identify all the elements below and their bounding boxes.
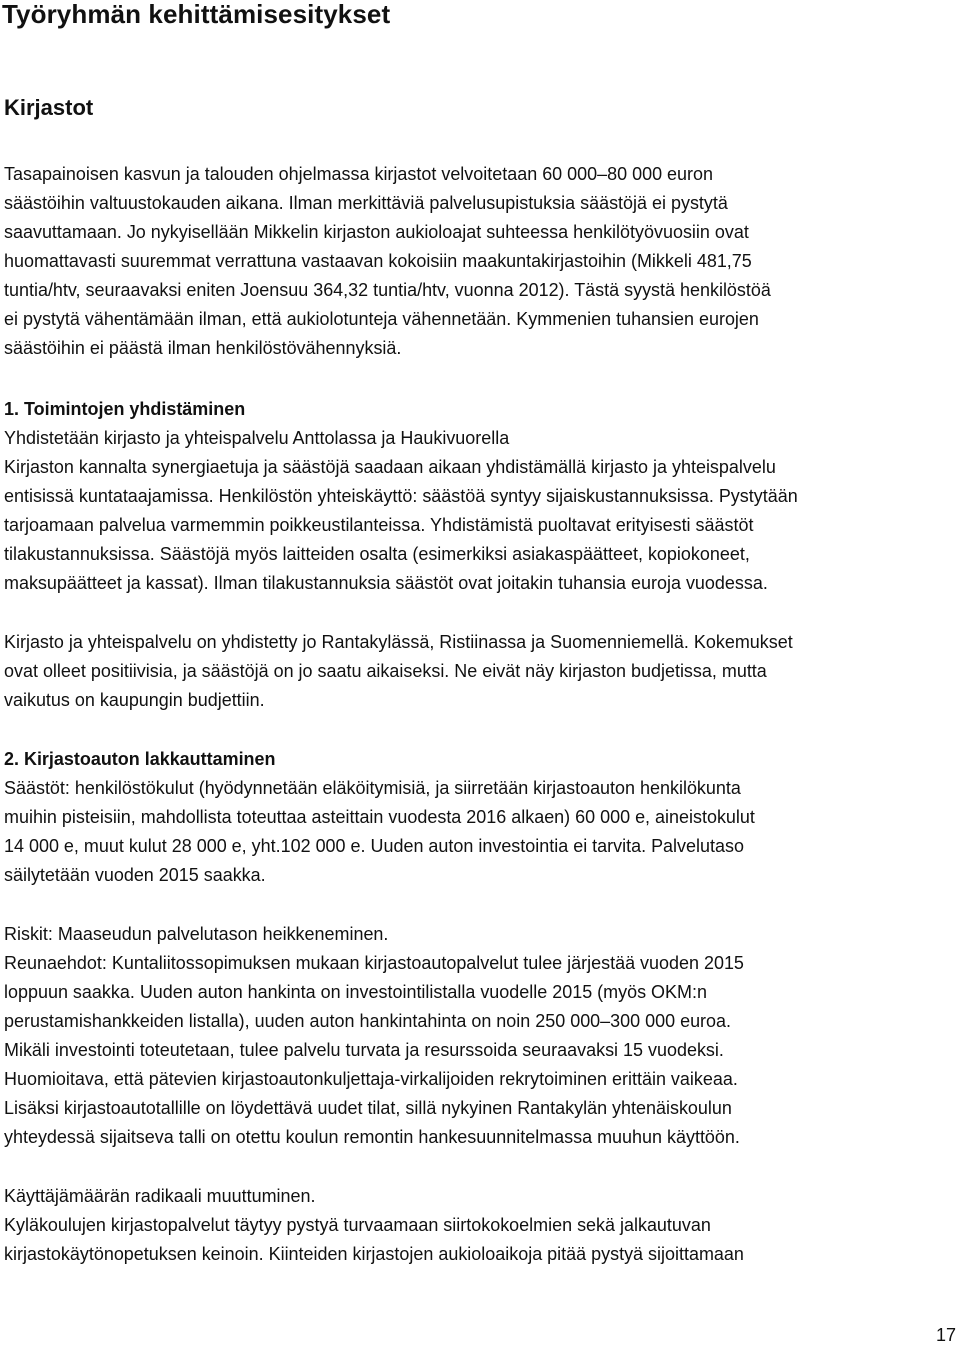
intro-line: säästöihin valtuustokauden aikana. Ilman merkittäviä palvelusupistuksia säästöjä ei pystytä (4, 193, 728, 213)
section-1-line: entisissä kuntataajamissa. Henkilöstön yhteiskäyttö: säästöä syntyy sijaiskustannuksissa. Pystytään (4, 486, 798, 506)
section-1-line: vaikutus on kaupungin budjettiin. (4, 690, 265, 710)
section-1-line: ovat olleet positiivisia, ja säästöjä on jo saatu aikaiseksi. Ne eivät näy kirjaston budjetissa, mutta (4, 661, 767, 681)
risks-line: yhteydessä sijaitseva talli on otettu koulun remontin hankesuunnitelmassa muuhun käyttöön. (4, 1127, 740, 1147)
intro-line: saavuttamaan. Jo nykyisellään Mikkelin kirjaston aukioloajat suhteessa henkilötyövuosiin ovat (4, 222, 749, 242)
section-1-line: tarjoamaan palvelua varmemmin poikkeustilanteissa. Yhdistämistä puoltavat erityisesti säästöt (4, 515, 754, 535)
section-1-line: Kirjaston kannalta synergiaetuja ja säästöjä saadaan aikaan yhdistämällä kirjasto ja yhteispalvelu (4, 457, 776, 477)
section-1 (4, 395, 956, 598)
section-2-savings-line: muihin pisteisiin, mahdollista toteuttaa asteittain vuodesta 2016 alkaen) 60 000 e, aineistokulut (4, 807, 755, 827)
section-1-subheading: Yhdistetään kirjasto ja yhteispalvelu Anttolassa ja Haukivuorella (4, 428, 510, 448)
section-1-paragraph-2 (4, 628, 956, 715)
risks-line: perustamishankkeiden listalla), uuden auton hankintahinta on noin 250 000–300 000 euroa. (4, 1011, 732, 1031)
section-2-savings-line: Säästöt: henkilöstökulut (hyödynnetään eläköitymisiä, ja siirretään kirjastoauton henkilökunta (4, 778, 741, 798)
intro-line: Tasapainoisen kasvun ja talouden ohjelmassa kirjastot velvoitetaan 60 000–80 000 euron (4, 164, 713, 184)
risks-line: Mikäli investointi toteutetaan, tulee palvelu turvata ja resurssoida seuraavaksi 15 vuodeksi. (4, 1040, 724, 1060)
intro-line: tuntia/htv, seuraavaksi eniten Joensuu 364,32 tuntia/htv, vuonna 2012). Tästä syystä henkilöstöä (4, 280, 771, 300)
section-1-heading: 1. Toimintojen yhdistäminen (4, 399, 246, 419)
intro-line: ei pystytä vähentämään ilman, että aukiolotunteja vähennetään. Kymmenien tuhansien eurojen (4, 309, 759, 329)
section-1-line: tilakustannuksissa. Säästöjä myös laitteiden osalta (esimerkiksi asiakaspäätteet, kopiokoneet, (4, 544, 750, 564)
section-2 (4, 745, 956, 890)
risks-line: loppuun saakka. Uuden auton hankinta on investointilistalla vuodelle 2015 (myös OKM:n (4, 982, 707, 1002)
section-2-savings-line: säilytetään vuoden 2015 saakka. (4, 865, 266, 885)
risks-line: Riskit: Maaseudun palvelutason heikkeneminen. (4, 924, 389, 944)
intro-paragraph (4, 160, 956, 363)
section-1-line: Kirjasto ja yhteispalvelu on yhdistetty jo Rantakylässä, Ristiinassa ja Suomenniemellä. Kokemukset (4, 632, 793, 652)
intro-line: säästöihin ei päästä ilman henkilöstövähennyksiä. (4, 338, 402, 358)
section-1-line: maksupäätteet ja kassat). Ilman tilakustannuksia säästöt ovat joitakin tuhansia euroja vuodessa. (4, 573, 768, 593)
section-2-users (4, 1182, 956, 1269)
section-2-savings-line: 14 000 e, muut kulut 28 000 e, yht.102 000 e. Uuden auton investointia ei tarvita. Palvelutaso (4, 836, 744, 856)
users-line: Käyttäjämäärän radikaali muuttuminen. (4, 1186, 316, 1206)
users-line: Kyläkoulujen kirjastopalvelut täytyy pystyä turvaamaan siirtokokoelmien sekä jalkautuvan (4, 1215, 711, 1235)
page-number: 17 (935, 1325, 956, 1345)
document-title: Työryhmän kehittämisesitykset (2, 0, 391, 29)
section-title-kirjastot: Kirjastot (4, 95, 94, 120)
risks-line: Lisäksi kirjastoautotallille on löydettävä uudet tilat, sillä nykyinen Rantakylän yhtenäiskoulun (4, 1098, 732, 1118)
intro-line: huomattavasti suuremmat verrattuna vastaavan kokoisiin maakuntakirjastoihin (Mikkeli 481,75 (4, 251, 752, 271)
risks-line: Reunaehdot: Kuntaliitossopimuksen mukaan kirjastoautopalvelut tulee järjestää vuoden 2015 (4, 953, 744, 973)
risks-line: Huomioitava, että pätevien kirjastoautonkuljettaja-virkalijoiden rekrytoiminen erittäin vaikeaa. (4, 1069, 738, 1089)
section-2-risks (4, 920, 956, 1152)
users-line: kirjastokäytönopetuksen keinoin. Kiinteiden kirjastojen aukioloaikoja pitää pystyä sijoittamaan (4, 1244, 744, 1264)
section-2-heading: 2. Kirjastoauton lakkauttaminen (4, 749, 276, 769)
